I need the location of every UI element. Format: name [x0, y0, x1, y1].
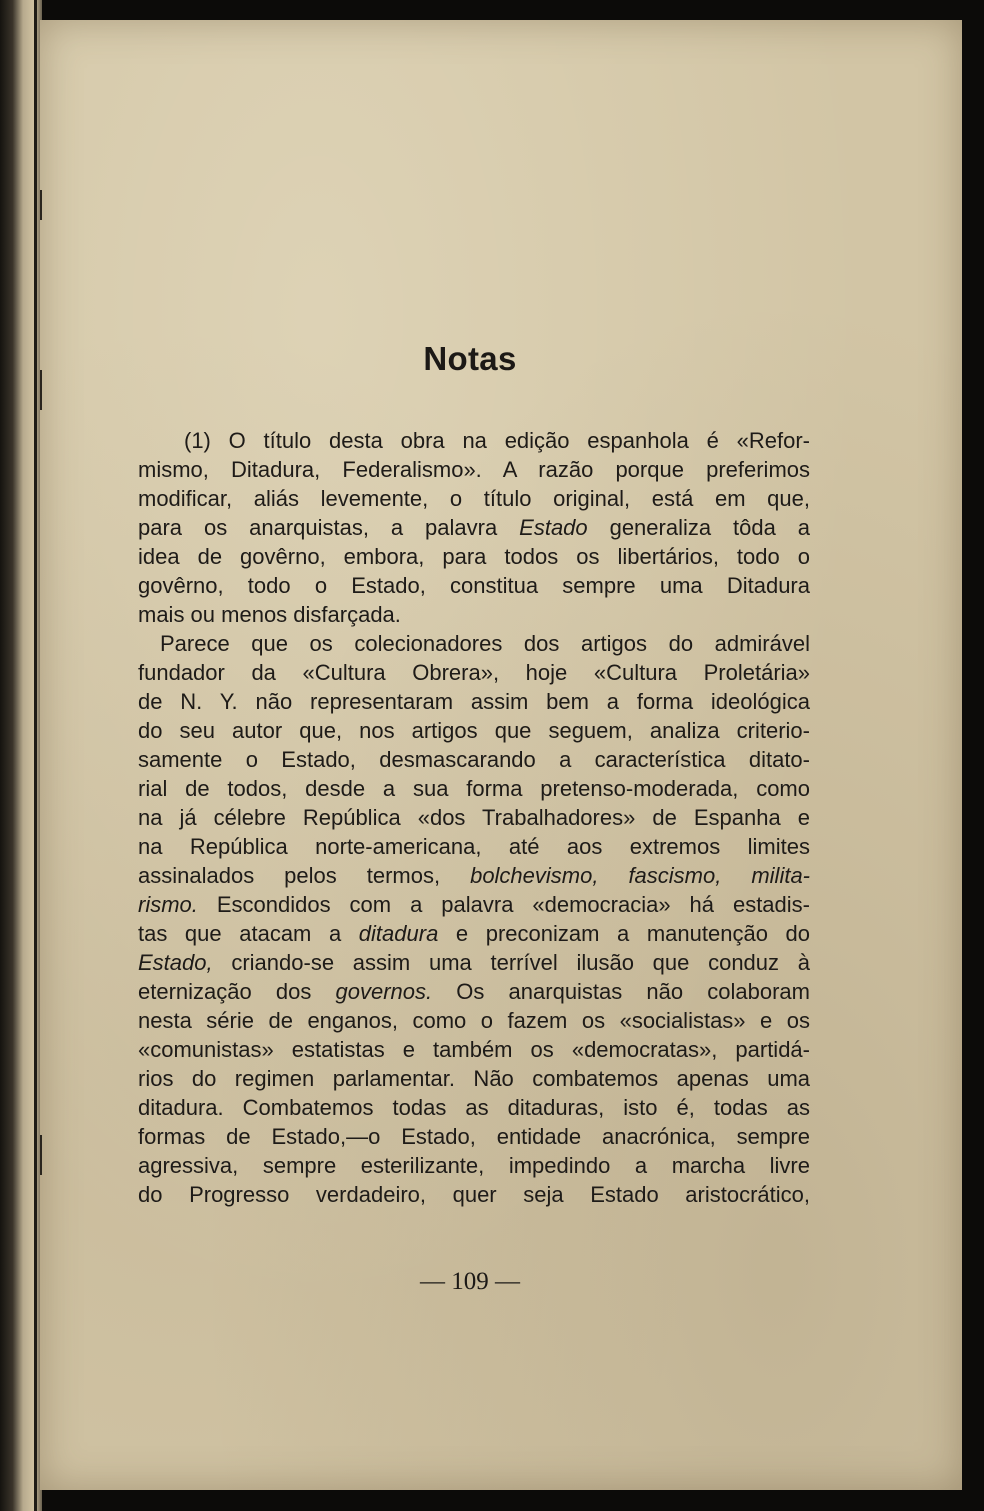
- italic-text: rismo.: [138, 892, 198, 917]
- italic-text: Estado: [519, 515, 588, 540]
- text-run: formas de Estado,—o Estado, entidade anacrónica, sempre: [138, 1124, 810, 1149]
- text-run: (1) O título desta obra na edição espanhola é «Refor-: [184, 428, 810, 453]
- text-line: [138, 513, 810, 542]
- text-line: [138, 426, 810, 455]
- text-run: generaliza tôda a: [587, 515, 811, 540]
- text-line: [138, 571, 810, 600]
- binding-mark: [40, 190, 42, 220]
- text-line: [138, 455, 810, 484]
- text-run: na já célebre República «dos Trabalhadores» de Espanha e: [138, 805, 810, 830]
- text-line: [138, 1064, 810, 1093]
- page-number: — 109 —: [420, 1268, 520, 1295]
- text-run: e preconizam a manutenção do: [438, 921, 810, 946]
- italic-text: governos.: [335, 979, 433, 1004]
- text-line: [138, 861, 810, 890]
- text-run: fundador da «Cultura Obrera», hoje «Cultura Proletária»: [138, 660, 810, 685]
- text-run: modificar, aliás levemente, o título original, está em que,: [138, 486, 810, 511]
- text-line: [138, 774, 810, 803]
- text-run: eternização dos: [138, 979, 336, 1004]
- text-line: [138, 687, 810, 716]
- text-run: rial de todos, desde a sua forma pretenso-moderada, como: [138, 776, 810, 801]
- text-line: [138, 629, 810, 658]
- text-run: assinalados pelos termos,: [138, 863, 471, 888]
- text-run: do seu autor que, nos artigos que seguem, analiza criterio-: [138, 718, 810, 743]
- text-run: Os anarquistas não colaboram: [432, 979, 810, 1004]
- note-paragraph-1: [138, 426, 810, 629]
- binding-mark: [40, 1135, 42, 1175]
- text-run: nesta série de enganos, como o fazem os «socialistas» e os: [138, 1008, 810, 1033]
- italic-text: Estado,: [138, 950, 213, 975]
- text-run: do Progresso verdadeiro, quer seja Estado aristocrático,: [138, 1182, 810, 1207]
- text-run: mais ou menos disfarçada.: [138, 602, 401, 627]
- text-run: agressiva, sempre esterilizante, impedindo a marcha livre: [138, 1153, 810, 1178]
- text-run: na República norte-americana, até aos extremos limites: [138, 834, 810, 859]
- text-line: [138, 803, 810, 832]
- italic-text: ditadura: [358, 921, 439, 946]
- text-line: [138, 600, 810, 629]
- notes-body: [138, 426, 810, 1209]
- text-run: Escondidos com a palavra «democracia» há estadis-: [197, 892, 810, 917]
- text-run: criando-se assim uma terrível ilusão que conduz à: [212, 950, 810, 975]
- text-line: [138, 890, 810, 919]
- text-run: «comunistas» estatistas e também os «democratas», partidá-: [138, 1037, 810, 1062]
- text-line: [138, 1122, 810, 1151]
- text-line: [138, 919, 810, 948]
- text-run: mismo, Ditadura, Federalismo». A razão porque preferimos: [138, 457, 810, 482]
- text-line: [138, 1006, 810, 1035]
- page-title: Notas: [423, 340, 517, 377]
- text-run: idea de govêrno, embora, para todos os libertários, todo o: [138, 544, 810, 569]
- text-line: [138, 1151, 810, 1180]
- text-run: de N. Y. não representaram assim bem a forma ideológica: [138, 689, 810, 714]
- text-run: Parece que os colecionadores dos artigos do admirável: [160, 631, 810, 656]
- text-line: [138, 948, 810, 977]
- text-line: [138, 658, 810, 687]
- text-line: [138, 716, 810, 745]
- text-run: rios do regimen parlamentar. Não combatemos apenas uma: [138, 1066, 810, 1091]
- text-run: tas que atacam a: [138, 921, 359, 946]
- text-line: [138, 832, 810, 861]
- text-line: [138, 1093, 810, 1122]
- text-run: ditadura. Combatemos todas as ditaduras, isto é, todas as: [138, 1095, 810, 1120]
- text-run: samente o Estado, desmascarando a característica ditato-: [138, 747, 810, 772]
- text-line: [138, 977, 810, 1006]
- text-run: govêrno, todo o Estado, constitua sempre uma Ditadura: [138, 573, 810, 598]
- note-paragraph-2: [138, 629, 810, 1209]
- text-line: [138, 1180, 810, 1209]
- italic-text: bolchevismo, fascismo, milita-: [470, 863, 811, 888]
- text-line: [138, 745, 810, 774]
- text-line: [138, 1035, 810, 1064]
- text-run: para os anarquistas, a palavra: [138, 515, 520, 540]
- text-line: [138, 542, 810, 571]
- text-line: [138, 484, 810, 513]
